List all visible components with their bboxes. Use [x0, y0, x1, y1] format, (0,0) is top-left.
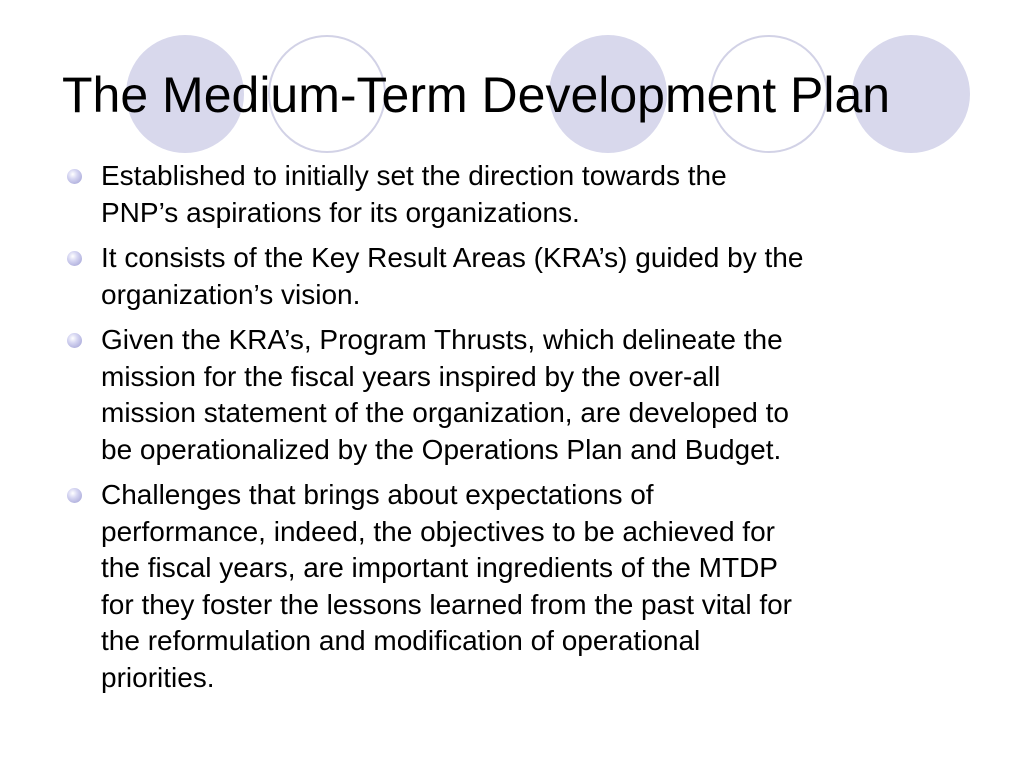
bullet-line: Established to initially set the direction towards the	[101, 160, 727, 191]
bullet-line: It consists of the Key Result Areas (KRA’s) guided by the	[101, 242, 804, 273]
bullet-line: Given the KRA’s, Program Thrusts, which delineate the	[101, 324, 783, 355]
bullet-item	[66, 477, 966, 696]
bullet-icon	[67, 488, 82, 503]
bullet-item	[66, 322, 966, 468]
bullet-line: priorities.	[101, 661, 215, 693]
bullet-list	[66, 158, 966, 705]
bullet-line: the fiscal years, are important ingredients of the MTDP	[101, 552, 778, 583]
bullet-line: organization’s vision.	[101, 278, 361, 310]
bullet-line: PNP’s aspirations for its organizations.	[101, 196, 580, 228]
bullet-line: the reformulation and modification of operational	[101, 625, 701, 656]
bullet-line: performance, indeed, the objectives to be achieved for	[101, 515, 775, 547]
bullet-line: be operationalized by the Operations Plan and Budget.	[101, 433, 782, 465]
bullet-icon	[67, 251, 82, 266]
bullet-icon	[67, 333, 82, 348]
bullet-line: mission for the fiscal years inspired by the over-all	[101, 360, 721, 392]
bullet-item	[66, 158, 966, 231]
bullet-icon	[67, 169, 82, 184]
bullet-line: mission statement of the organization, are developed to	[101, 397, 789, 428]
slide-title: The Medium-Term Development Plan	[62, 67, 891, 123]
bullet-line: for they foster the lessons learned from the past vital for	[101, 588, 793, 620]
bullet-item	[66, 240, 966, 313]
bullet-line: Challenges that brings about expectations of	[101, 479, 654, 510]
